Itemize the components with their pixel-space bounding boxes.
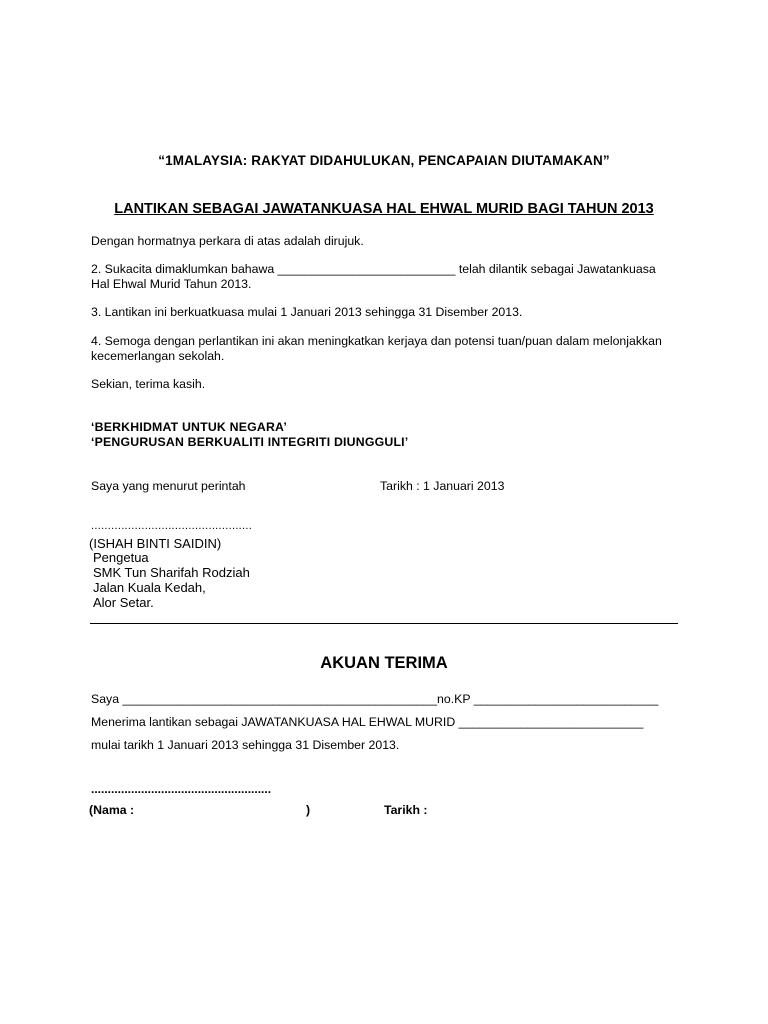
slogan-line-2: ‘PENGURUSAN BERKUALITI INTEGRITI DIUNGGULI’ [91,435,409,449]
paragraph-4-line-2: kecemerlangan sekolah. [91,349,225,363]
date-label: Tarikh : [384,803,428,817]
letter-title: LANTIKAN SEBAGAI JAWATANKUASA HAL EHWAL MURID BAGI TAHUN 2013 [114,201,654,217]
slogan-line-1: ‘BERKHIDMAT UNTUK NEGARA’ [91,420,288,434]
acknowledgement-line-1: Saya ______________________________________________no.KP ___________________________ [91,692,659,706]
closing-line: Sekian, terima kasih. [91,377,206,391]
school-city: Alor Setar. [93,595,154,610]
acknowledgement-signature-dots: ...................................................... [91,782,272,796]
school-name: SMK Tun Sharifah Rodziah [93,565,250,580]
paragraph-2-line-2: Hal Ehwal Murid Tahun 2013. [91,277,252,291]
acknowledgement-line-2: Menerima lantikan sebagai JAWATANKUASA HAL EHWAL MURID ___________________________ [91,715,644,729]
name-close-paren: ) [306,803,311,817]
letter-date: Tarikh : 1 Januari 2013 [380,479,505,493]
section-divider [90,623,678,624]
motto-heading: “1MALAYSIA: RAKYAT DIDAHULUKAN, PENCAPAIAN DIUTAMAKAN” [158,153,610,168]
name-label: (Nama : [89,803,135,817]
paragraph-2-line-1: 2. Sukacita dimaklumkan bahawa __________________________ telah dilantik sebagai Jawatankuasa [91,262,656,276]
by-order-text: Saya yang menurut perintah [91,479,246,493]
acknowledgement-title: AKUAN TERIMA [320,654,448,672]
acknowledgement-line-3: mulai tarikh 1 Januari 2013 sehingga 31 Disember 2013. [91,738,400,752]
paragraph-4-line-1: 4. Semoga dengan perlantikan ini akan meningkatkan kerjaya dan potensi tuan/puan dalam melonjakkan [91,334,662,348]
intro-paragraph: Dengan hormatnya perkara di atas adalah dirujuk. [91,234,364,248]
signatory-position: Pengetua [93,550,149,565]
paragraph-3: 3. Lantikan ini berkuatkuasa mulai 1 Januari 2013 sehingga 31 Disember 2013. [91,305,523,319]
school-street: Jalan Kuala Kedah, [93,580,206,595]
signature-dots: ................................................ [91,520,253,532]
signatory-name: (ISHAH BINTI SAIDIN) [89,536,222,551]
